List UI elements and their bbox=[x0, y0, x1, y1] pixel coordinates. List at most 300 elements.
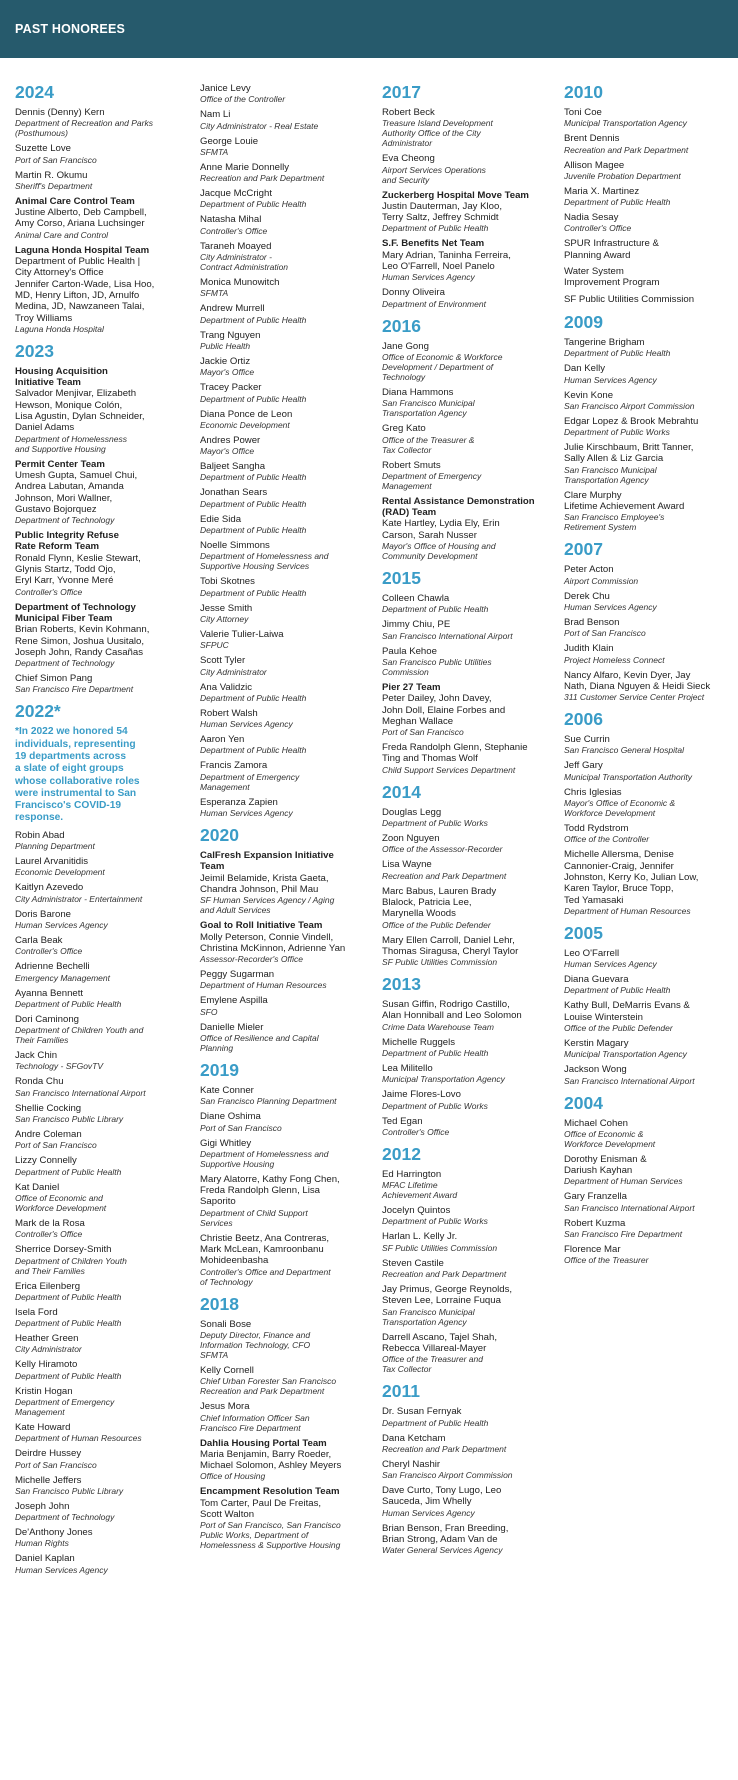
honoree-department: Recreation and Park Department bbox=[382, 1269, 507, 1280]
honoree-name: Michelle Allersma, Denise Cannonier-Craig, Jennifer Johnston, Kerry Ko, Julian Low, Karen Taylor, Bruce Topp, Ted Yamasaki bbox=[564, 849, 699, 906]
honoree-entry bbox=[15, 856, 192, 877]
honoree-name: Kerstin Magary bbox=[564, 1037, 629, 1049]
honoree-name: Ed Harrington bbox=[382, 1168, 442, 1180]
honoree-department: Office of the Treasurer and Tax Collector bbox=[382, 1354, 483, 1375]
honoree-name: Tangerine Brigham bbox=[564, 336, 645, 348]
honoree-department: Office of the Treasurer & Tax Collector bbox=[382, 434, 475, 455]
honoree-name: Christie Beetz, Ana Contreras, Mark McLean, Kamroonbanu Mohideenbasha bbox=[200, 1232, 330, 1267]
honoree-department: Department of Human Services bbox=[564, 1176, 683, 1187]
honoree-entry bbox=[15, 909, 192, 930]
honoree-entry bbox=[15, 1218, 192, 1239]
team-name: Rental Assistance Demonstration (RAD) Team bbox=[382, 495, 535, 519]
honoree-name: Diana Hammons bbox=[382, 386, 454, 398]
honoree-department: Planning Department bbox=[15, 841, 95, 852]
honoree-department: San Francisco Employee's Retirement System bbox=[564, 512, 665, 533]
honoree-name: Peter Dailey, John Davey, John Doll, Elaine Forbes and Meghan Wallace bbox=[382, 693, 506, 727]
honoree-name: Chief Simon Pang bbox=[15, 673, 93, 685]
honoree-name: Jesse Smith bbox=[200, 602, 253, 614]
honoree-entry bbox=[15, 1050, 192, 1071]
honoree-department: San Francisco Municipal Transportation Agency bbox=[382, 1306, 475, 1327]
year-heading: 2017 bbox=[382, 82, 421, 102]
honoree-department: Crime Data Warehouse Team bbox=[382, 1021, 494, 1032]
honoree-entry bbox=[15, 1014, 192, 1045]
honoree-department: Department of Public Health bbox=[200, 498, 307, 509]
honoree-name: Jesus Mora bbox=[200, 1401, 250, 1413]
honoree-department: Economic Development bbox=[15, 867, 105, 878]
honoree-department: Department of Public Works bbox=[382, 1100, 488, 1111]
honoree-entry bbox=[15, 1553, 192, 1574]
year-heading: 2016 bbox=[382, 315, 421, 336]
honoree-entry bbox=[382, 833, 556, 854]
year-heading: 2023 bbox=[15, 340, 54, 361]
honoree-name: Andres Power bbox=[200, 434, 261, 446]
honoree-department: Department of Human Resources bbox=[15, 1433, 142, 1444]
honoree-name: Dana Ketcham bbox=[382, 1432, 446, 1444]
honoree-name: Janice Levy bbox=[200, 83, 251, 94]
honoree-name: Jonathan Sears bbox=[200, 487, 268, 499]
honoree-entry bbox=[15, 1359, 192, 1380]
honoree-name: Clare Murphy Lifetime Achievement Award bbox=[564, 489, 685, 513]
honoree-entry bbox=[200, 995, 374, 1016]
honoree-entry bbox=[382, 742, 556, 775]
honoree-department: Human Services Agency bbox=[200, 719, 293, 730]
honorees-column-1 bbox=[15, 83, 200, 1580]
honoree-name: Gary Franzella bbox=[564, 1191, 627, 1203]
honoree-department: Office of the Public Defender bbox=[564, 1022, 673, 1033]
honoree-department: Department of Public Health bbox=[564, 348, 671, 359]
honoree-name: Eva Cheong bbox=[382, 153, 435, 165]
honoree-entry bbox=[200, 576, 374, 597]
honoree-department: City Administrator bbox=[200, 666, 267, 677]
honoree-entry bbox=[200, 136, 374, 157]
honoree-entry bbox=[200, 514, 374, 535]
honoree-team bbox=[200, 850, 374, 915]
honoree-department: Port of San Francisco bbox=[382, 727, 464, 738]
honoree-name: Brent Dennis bbox=[564, 133, 620, 145]
honoree-name: Lisa Wayne bbox=[382, 859, 432, 871]
honoree-entry bbox=[200, 277, 374, 298]
honoree-department: SF Public Utilities Commission bbox=[382, 1242, 498, 1253]
honoree-entry bbox=[382, 341, 556, 382]
honoree-entry bbox=[200, 1319, 374, 1360]
honoree-name: Trang Nguyen bbox=[200, 329, 261, 341]
honoree-department: SF Human Services Agency / Aging and Adult Services bbox=[200, 895, 335, 916]
honoree-entry bbox=[382, 1433, 556, 1454]
honoree-department: Department of Public Health bbox=[382, 1417, 489, 1428]
honoree-entry bbox=[382, 460, 556, 491]
honoree-name: Daniel Kaplan bbox=[15, 1553, 75, 1565]
honoree-name: Kate Howard bbox=[15, 1422, 71, 1433]
honoree-department: Sheriff's Department bbox=[15, 180, 93, 191]
honoree-entry bbox=[200, 629, 374, 650]
honoree-name: Brian Roberts, Kevin Kohmann, Rene Simon, Joshua Uusitalo, Joseph John, Randy Casañas bbox=[15, 624, 150, 658]
honoree-entry bbox=[564, 1191, 726, 1212]
honoree-department: Department of Public Health bbox=[200, 587, 307, 598]
honoree-name: Emylene Aspilla bbox=[200, 995, 268, 1007]
honoree-name: De'Anthony Jones bbox=[15, 1527, 93, 1539]
honoree-entry bbox=[200, 760, 374, 791]
honoree-department: Department of Recreation and Parks (Posthumous) bbox=[15, 118, 153, 139]
honoree-entry bbox=[564, 238, 726, 261]
honoree-department: Human Services Agency bbox=[564, 601, 657, 612]
honoree-name: Ronald Flynn, Keslie Stewart, Glynis Startz, Todd Ojo, Eryl Karr, Yvonne Meré bbox=[15, 552, 141, 587]
honoree-department: SFMTA bbox=[200, 146, 229, 157]
honoree-department: Department of Public Health bbox=[200, 745, 307, 756]
honoree-entry bbox=[15, 1244, 192, 1275]
honoree-name: Colleen Chawla bbox=[382, 593, 450, 605]
honoree-name: Joseph John bbox=[15, 1500, 70, 1512]
honoree-entry bbox=[564, 823, 726, 844]
honoree-entry bbox=[564, 1154, 726, 1187]
honoree-department: Recreation and Park Department bbox=[200, 173, 325, 184]
honoree-name: Robin Abad bbox=[15, 829, 65, 841]
honoree-department: Laguna Honda Hospital bbox=[15, 323, 104, 334]
honoree-name: Leo O'Farrell bbox=[564, 947, 620, 959]
honoree-entry bbox=[200, 1174, 374, 1228]
honoree-name: SF Public Utilities Commission bbox=[564, 293, 695, 305]
honoree-department: Office of Economic and Workforce Development bbox=[15, 1192, 107, 1213]
honoree-name: Brian Benson, Fran Breeding, Brian Strong, Adam Van de bbox=[382, 1522, 509, 1546]
honoree-entry bbox=[564, 974, 726, 995]
honoree-name: Allison Magee bbox=[564, 159, 625, 171]
honoree-entry bbox=[200, 969, 374, 990]
honoree-name: Darrell Ascano, Tajel Shah, Rebecca Villareal-Mayer bbox=[382, 1331, 498, 1354]
honoree-department: Assessor-Recorder's Office bbox=[200, 954, 304, 965]
honoree-name: Ana Validzic bbox=[200, 681, 253, 693]
honoree-entry bbox=[564, 107, 726, 128]
honoree-entry bbox=[382, 387, 556, 418]
honoree-department: Department of Public Health bbox=[382, 604, 489, 615]
honoree-department: SFO bbox=[200, 1006, 218, 1017]
honoree-entry bbox=[382, 1063, 556, 1084]
honoree-team bbox=[382, 238, 556, 282]
honoree-entry bbox=[200, 1111, 374, 1132]
honorees-column-4 bbox=[564, 83, 734, 1270]
honoree-name: Ted Egan bbox=[382, 1115, 423, 1127]
honoree-name: Peggy Sugarman bbox=[200, 969, 275, 981]
honoree-name: Umesh Gupta, Samuel Chui, Andrea Labutan, Amanda Johnson, Mori Wallner, Gustavo Bojorquez bbox=[15, 469, 138, 515]
honoree-name: Jack Chin bbox=[15, 1050, 58, 1062]
honoree-department: Department of Homelessness and Supportive Housing bbox=[200, 1148, 329, 1169]
honoree-name: Molly Peterson, Connie Vindell, Christina McKinnon, Adrienne Yan bbox=[200, 931, 346, 954]
honoree-entry bbox=[15, 1333, 192, 1354]
honoree-name: Natasha Mihal bbox=[200, 214, 262, 226]
team-name: S.F. Benefits Net Team bbox=[382, 238, 485, 250]
honoree-entry bbox=[15, 1386, 192, 1417]
honoree-name: Department of Public Health | City Attorney's Office Jennifer Carton-Wade, Lisa Hoo, MD, Henry Lifton, JD, Arnulfo Medina, JD, Nawzaneen Talai, Troy Williams bbox=[15, 256, 155, 324]
honoree-department: Office of Housing bbox=[200, 1471, 266, 1482]
honoree-name: Francis Zamora bbox=[200, 760, 268, 772]
honorees-column-3 bbox=[382, 83, 564, 1560]
honoree-department: Department of Public Health bbox=[200, 199, 307, 210]
honoree-name: Justin Dauterman, Jay Kloo, Terry Saltz, Jeffrey Schmidt bbox=[382, 200, 502, 224]
honoree-entry bbox=[382, 1258, 556, 1279]
honoree-name: Douglas Legg bbox=[382, 806, 442, 818]
honoree-department: Department of Emergency Management bbox=[200, 771, 300, 792]
honoree-entry bbox=[564, 591, 726, 612]
honoree-entry bbox=[564, 212, 726, 233]
honoree-entry bbox=[382, 1459, 556, 1480]
year-heading: 2009 bbox=[564, 311, 603, 332]
honoree-entry bbox=[564, 337, 726, 358]
honoree-name: Toni Coe bbox=[564, 107, 602, 118]
honoree-entry bbox=[200, 382, 374, 403]
honoree-entry bbox=[564, 186, 726, 207]
honoree-name: Esperanza Zapien bbox=[200, 796, 278, 808]
honoree-entry bbox=[382, 593, 556, 614]
honoree-department: Port of San Francisco, San Francisco Public Works, Department of Homelessness & Supportive Housing bbox=[200, 1520, 341, 1551]
honoree-name: Salvador Menjivar, Elizabeth Hewson, Monique Colón, Lisa Agustin, Dylan Schneider, Daniel Adams bbox=[15, 388, 145, 434]
honoree-department: Port of San Francisco bbox=[564, 628, 646, 639]
honoree-name: Suzette Love bbox=[15, 143, 72, 155]
honoree-department: Mayor's Office of Economic & Workforce Development bbox=[564, 798, 676, 819]
honoree-department: Port of San Francisco bbox=[200, 1122, 282, 1133]
honoree-department: San Francisco Municipal Transportation Agency bbox=[564, 464, 657, 485]
year-heading: 2004 bbox=[564, 1092, 603, 1113]
honoree-department: San Francisco Airport Commission bbox=[564, 400, 695, 411]
honoree-department: Department of Homelessness and Supportive Housing bbox=[15, 433, 127, 454]
team-name: Dahlia Housing Portal Team bbox=[200, 1437, 327, 1449]
honoree-name: Kathy Bull, DeMarris Evans & Louise Winterstein bbox=[564, 1000, 690, 1023]
honoree-name: Donny Oliveira bbox=[382, 287, 445, 299]
honoree-name: Kat Daniel bbox=[15, 1181, 60, 1193]
honoree-entry bbox=[15, 1307, 192, 1328]
honoree-entry bbox=[15, 1103, 192, 1124]
honoree-entry bbox=[564, 160, 726, 181]
honoree-entry bbox=[564, 490, 726, 533]
honoree-name: Nancy Alfaro, Kevin Dyer, Jay Nath, Diana Nguyen & Heidi Sieck bbox=[564, 669, 711, 692]
honoree-name: Diane Oshima bbox=[200, 1111, 261, 1123]
honoree-entry bbox=[200, 540, 374, 571]
honoree-entry bbox=[564, 416, 726, 437]
honoree-department: Office of Economic & Workforce Development / Department of Technology bbox=[382, 351, 503, 382]
honorees-column-2 bbox=[200, 83, 382, 1555]
year-heading: 2011 bbox=[382, 1381, 420, 1402]
honoree-entry bbox=[200, 682, 374, 703]
honoree-entry bbox=[382, 1169, 556, 1200]
honoree-entry bbox=[15, 961, 192, 982]
honoree-entry bbox=[200, 303, 374, 324]
honoree-name: Sherrice Dorsey-Smith bbox=[15, 1244, 112, 1256]
honoree-name: Todd Rydstrom bbox=[564, 823, 629, 835]
honoree-entry bbox=[15, 1475, 192, 1496]
honoree-department: Department of Technology bbox=[15, 658, 115, 669]
honoree-department: Department of Homelessness and Supportive Housing Services bbox=[200, 551, 329, 572]
team-name: Animal Care Control Team bbox=[15, 195, 135, 207]
honoree-name: Marc Babus, Lauren Brady Blalock, Patricia Lee, Marynella Woods bbox=[382, 885, 497, 920]
honoree-name: Erica Eilenberg bbox=[15, 1280, 81, 1292]
honoree-name: Robert Smuts bbox=[382, 459, 441, 471]
honoree-entry bbox=[564, 294, 726, 305]
honoree-department: San Francisco General Hospital bbox=[564, 745, 685, 756]
honoree-entry bbox=[382, 1332, 556, 1375]
honoree-department: Department of Human Resources bbox=[200, 980, 327, 991]
honoree-entry bbox=[200, 1365, 374, 1396]
honoree-name: Tobi Skotnes bbox=[200, 576, 255, 588]
honoree-entry bbox=[564, 643, 726, 664]
honoree-department: City Administrator - Real Estate bbox=[200, 120, 319, 131]
honoree-entry bbox=[382, 1231, 556, 1252]
honoree-department: Public Health bbox=[200, 340, 251, 351]
honoree-entry bbox=[15, 1129, 192, 1150]
honoree-entry bbox=[15, 1527, 192, 1548]
honoree-entry bbox=[564, 760, 726, 781]
honoree-department: Mayor's Office of Housing and Community Development bbox=[382, 541, 496, 562]
year-heading: 2006 bbox=[564, 709, 603, 730]
honoree-name: Andrew Murrell bbox=[200, 303, 265, 315]
honoree-name: Mark de la Rosa bbox=[15, 1217, 85, 1229]
team-name: Zuckerberg Hospital Move Team bbox=[382, 189, 529, 201]
honoree-name: Robert Walsh bbox=[200, 707, 258, 719]
honoree-entry bbox=[382, 153, 556, 184]
honoree-team bbox=[15, 245, 192, 334]
honoree-name: Julie Kirschbaum, Britt Tanner, Sally Allen & Liz Garcia bbox=[564, 442, 694, 465]
honoree-department: Controller's Office bbox=[564, 223, 632, 234]
honoree-team bbox=[200, 1438, 374, 1482]
honoree-department: San Francisco Airport Commission bbox=[382, 1470, 513, 1481]
honoree-entry bbox=[382, 935, 556, 968]
honoree-department: Human Services Agency bbox=[382, 272, 475, 283]
honoree-entry bbox=[564, 1218, 726, 1239]
honoree-department: Department of Public Health bbox=[15, 1166, 122, 1177]
honoree-department: Economic Development bbox=[200, 419, 290, 430]
honoree-department: Municipal Transportation Agency bbox=[564, 118, 687, 129]
honoree-name: Laurel Arvanitidis bbox=[15, 856, 89, 868]
year-heading: 2014 bbox=[382, 781, 421, 802]
page-header-banner bbox=[0, 0, 738, 58]
honoree-entry bbox=[382, 1037, 556, 1058]
covid-footnote: *In 2022 we honored 54 individuals, representing 19 departments across a slate of eight groups whose collaborative roles were instrumental to San Francisco's COVID-19 response. bbox=[15, 726, 140, 824]
honoree-department: Human Services Agency bbox=[200, 808, 293, 819]
honoree-name: Michelle Jeffers bbox=[15, 1474, 82, 1486]
honoree-department: Municipal Transportation Agency bbox=[564, 1049, 687, 1060]
honoree-name: SPUR Infrastructure & Planning Award bbox=[564, 238, 659, 261]
honoree-entry bbox=[564, 442, 726, 485]
honoree-name: Adrienne Bechelli bbox=[15, 961, 90, 973]
honoree-department: San Francisco Fire Department bbox=[564, 1229, 683, 1240]
honoree-entry bbox=[200, 109, 374, 130]
honoree-department: Department of Public Health bbox=[15, 1291, 122, 1302]
honoree-department: Water General Services Agency bbox=[382, 1545, 503, 1556]
honoree-name: Jay Primus, George Reynolds, Steven Lee, Lorraine Fuqua bbox=[382, 1284, 513, 1307]
honoree-name: George Louie bbox=[200, 135, 259, 147]
honoree-team bbox=[200, 920, 374, 964]
honoree-name: Valerie Tulier-Laiwa bbox=[200, 628, 284, 640]
honoree-name: Kevin Kone bbox=[564, 389, 614, 401]
honoree-name: Lizzy Connelly bbox=[15, 1155, 77, 1167]
honoree-department: Chief Urban Forester San Francisco Recreation and Park Department bbox=[200, 1376, 337, 1397]
honoree-department: Controller's Office bbox=[15, 946, 83, 957]
honoree-department: Department of Public Health bbox=[200, 314, 307, 325]
honoree-entry bbox=[382, 287, 556, 308]
honoree-department: San Francisco Planning Department bbox=[200, 1096, 337, 1107]
honoree-entry bbox=[15, 143, 192, 164]
honoree-entry bbox=[200, 1233, 374, 1287]
honoree-name: Diana Guevara bbox=[564, 974, 629, 986]
honoree-department: Department of Environment bbox=[382, 298, 486, 309]
honoree-name: Florence Mar bbox=[564, 1244, 621, 1256]
year-heading: 2022* bbox=[15, 701, 61, 722]
honoree-name: Gigi Whitley bbox=[200, 1137, 252, 1149]
honoree-department: Municipal Transportation Authority bbox=[564, 771, 693, 782]
honoree-name: Derek Chu bbox=[564, 590, 610, 602]
honoree-name: Maria X. Martinez bbox=[564, 185, 640, 197]
honoree-name: Sonali Bose bbox=[200, 1318, 252, 1330]
honoree-name: Tom Carter, Paul De Freitas, Scott Walton bbox=[200, 1497, 322, 1521]
honoree-name: Martin R. Okumu bbox=[15, 169, 88, 181]
honoree-name: Nam Li bbox=[200, 109, 231, 121]
honoree-department: Office of the Assessor-Recorder bbox=[382, 844, 503, 855]
honoree-name: Maria Benjamin, Barry Roeder, Michael Solomon, Ashley Meyers bbox=[200, 1448, 342, 1472]
honoree-department: Mayor's Office bbox=[200, 367, 255, 378]
honoree-entry bbox=[200, 409, 374, 430]
honoree-name: Peter Acton bbox=[564, 564, 614, 576]
honoree-department: Controller's Office bbox=[200, 225, 268, 236]
honoree-department: Project Homeless Connect bbox=[564, 654, 665, 665]
honoree-name: Edgar Lopez & Brook Mebrahtu bbox=[564, 415, 699, 427]
honoree-entry bbox=[564, 787, 726, 818]
honoree-name: Jackie Ortiz bbox=[200, 355, 251, 367]
honoree-department: Human Services Agency bbox=[15, 1564, 108, 1575]
honoree-department: Juvenile Probation Department bbox=[564, 170, 681, 181]
year-heading: 2012 bbox=[382, 1143, 421, 1164]
honoree-entry bbox=[564, 617, 726, 638]
honoree-entry bbox=[564, 133, 726, 154]
honoree-entry bbox=[564, 1118, 726, 1149]
honoree-entry bbox=[15, 170, 192, 191]
honoree-name: Noelle Simmons bbox=[200, 540, 270, 552]
honoree-name: Sue Currin bbox=[564, 734, 610, 746]
honoree-name: Steven Castile bbox=[382, 1257, 444, 1269]
honoree-name: Kate Hartley, Lydia Ely, Erin Carson, Sarah Nusser bbox=[382, 518, 500, 541]
honoree-department: Municipal Transportation Agency bbox=[382, 1074, 505, 1085]
honoree-team bbox=[382, 190, 556, 234]
honoree-department: Department of Public Health bbox=[564, 985, 671, 996]
honoree-entry bbox=[382, 859, 556, 880]
honoree-name: Dave Curto, Tony Lugo, Leo Sauceda, Jim Whelly bbox=[382, 1485, 502, 1508]
honoree-name: Carla Beak bbox=[15, 934, 63, 946]
honoree-department: Department of Emergency Management bbox=[382, 470, 482, 491]
page-title: PAST HONOREES bbox=[15, 22, 126, 36]
honoree-department: City Administrator bbox=[15, 1344, 82, 1355]
honoree-department: Department of Children Youth and Their Families bbox=[15, 1255, 127, 1276]
honoree-name: Michelle Ruggels bbox=[382, 1036, 456, 1048]
honoree-entry bbox=[200, 797, 374, 818]
team-name: Laguna Honda Hospital Team bbox=[15, 244, 150, 256]
honoree-entry bbox=[200, 708, 374, 729]
honoree-entry bbox=[382, 107, 556, 148]
honoree-name: Edie Sida bbox=[200, 513, 242, 525]
honoree-name: Tracey Packer bbox=[200, 382, 262, 394]
honoree-entry bbox=[200, 214, 374, 235]
honoree-name: Susan Giffin, Rodrigo Castillo, Alan Honniball and Leo Solomon bbox=[382, 999, 522, 1022]
honoree-department: Office of Resilience and Capital Planning bbox=[200, 1032, 319, 1053]
honoree-department: Treasure Island Development Authority Office of the City Administrator bbox=[382, 118, 493, 149]
team-name: Pier 27 Team bbox=[382, 681, 441, 693]
honoree-name: Michael Cohen bbox=[564, 1117, 628, 1129]
honoree-department: SF Public Utilities Commission bbox=[382, 957, 498, 968]
honoree-department: SFMTA bbox=[200, 288, 229, 299]
honoree-name: Taraneh Moayed bbox=[200, 240, 272, 252]
honoree-department: Chief Information Officer San Francisco Fire Department bbox=[200, 1412, 310, 1433]
honoree-entry bbox=[564, 734, 726, 755]
honoree-name: Mary Ellen Carroll, Daniel Lehr, Thomas Siragusa, Cheryl Taylor bbox=[382, 934, 519, 957]
honoree-name: Robert Beck bbox=[382, 107, 435, 118]
honoree-department: Emergency Management bbox=[15, 972, 110, 983]
honoree-entry bbox=[382, 619, 556, 640]
honoree-department: Department of Public Health bbox=[382, 1047, 489, 1058]
honoree-entry bbox=[200, 734, 374, 755]
